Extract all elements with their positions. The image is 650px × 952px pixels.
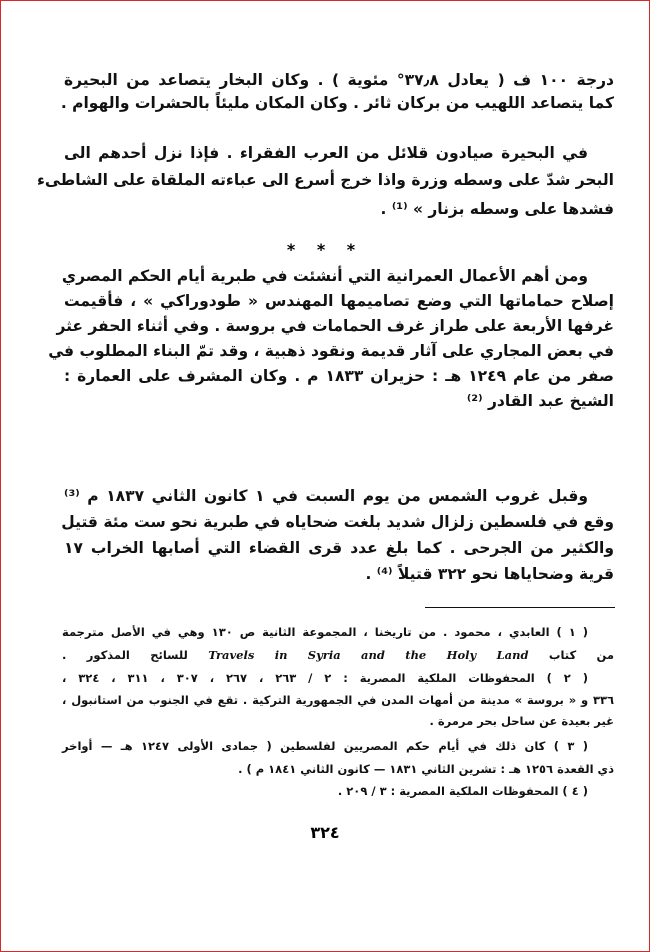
footnote-3-line: ذي القعدة ١٢٥٦ هـ : تشرين الثاني ١٨٣١ — كانون الثاني ١٨٤١ م ) . [238, 762, 614, 776]
text-line: البحر شدّ على وسطه وزرة واذا خرج أسرع الى عباءته الملقاة على الشاطىء [36, 171, 614, 189]
footnote-text: للسائح المذكور . [62, 648, 188, 662]
text-line: وقع في فلسطين زلزال شديد بلغت ضحاياه في طبرية نحو ست مئة قتيل [61, 513, 614, 531]
text-line: كما يتصاعد اللهيب من بركان ثائر . وكان المكان مليئاً بالحشرات والهوام . [60, 94, 614, 112]
text-line: في بعض المجاري على آثار قديمة ونقود ذهبية ، وقد تمّ البناء المطلوب في [48, 342, 614, 360]
footnote-2: ( ٢ ) المحفوظات الملكية المصرية : ٢ / ٢٦٣ ، ٢٦٧ ، ٣٠٧ ، ٣١١ ، ٣٢٤ ، [62, 671, 588, 685]
footnote-1-line [62, 645, 614, 665]
footnote-1: ( ١ ) العابدي ، محمود . من تاريخنا ، المجموعة الثانية ص ١٣٠ وهي في الأصل مترجمة [62, 625, 589, 639]
text-line: فشدها على وسطه بزنار » ⁽¹⁾ . [380, 200, 614, 218]
text-line: والكثير من الجرحى . كما بلغ عدد قرى القضاء التي أصابها الخراب ١٧ [64, 539, 614, 557]
section-separator: * * * [286, 240, 364, 259]
footnote-text: من كتاب [548, 648, 615, 662]
text-line: ومن أهم الأعمال العمرانية التي أنشئت في طبرية أيام الحكم المصري [61, 267, 588, 285]
text-line: قرية وضحاياها نحو ٣٢٢ قتيلاً ⁽⁴⁾ . [365, 565, 614, 583]
footnote-divider [425, 607, 615, 608]
text-line: الشيخ عبد القادر ⁽²⁾ [466, 392, 614, 410]
page-number: ٣٢٤ [310, 823, 340, 842]
text-line: غرفها الأربعة على طراز غرف الحمامات في بروسة . وفي أثناء الحفر عثر [56, 317, 614, 335]
footnote-2-line: غير بعيدة عن ساحل بحر مرمرة . [429, 714, 614, 728]
footnote-4: ( ٤ ) المحفوظات الملكية المصرية : ٣ / ٢٠٩ . [337, 784, 588, 798]
text-line: درجة ١٠٠ ف ( يعادل ٣٧٫٨° مئوية ) . وكان البخار يتصاعد من البحيرة [64, 71, 614, 89]
book-title: Travels in Syria and the Holy Land [208, 648, 529, 662]
text-line: وقبل غروب الشمس من يوم السبت في ١ كانون الثاني ١٨٣٧ م ⁽³⁾ [64, 487, 588, 505]
footnote-2-line: ٣٣٦ و « بروسة » مدينة من أمهات المدن في الجمهورية التركية . تقع في الجنوب من استانبول ، [62, 693, 614, 707]
text-line: في البحيرة صيادون قلائل من العرب الفقراء . فإذا نزل أحدهم الى [64, 144, 588, 162]
text-line: إصلاح حماماتها التي وضع تصاميمها المهندس « طودوراكي » ، فأقيمت [64, 292, 614, 310]
footnote-3: ( ٣ ) كان ذلك في أيام حكم المصريين لفلسطين ( جمادى الأولى ١٢٤٧ هـ — أواخر [62, 739, 589, 753]
text-line: صفر من عام ١٢٤٩ هـ : حزيران ١٨٣٣ م . وكان المشرف على العمارة : [64, 367, 614, 385]
